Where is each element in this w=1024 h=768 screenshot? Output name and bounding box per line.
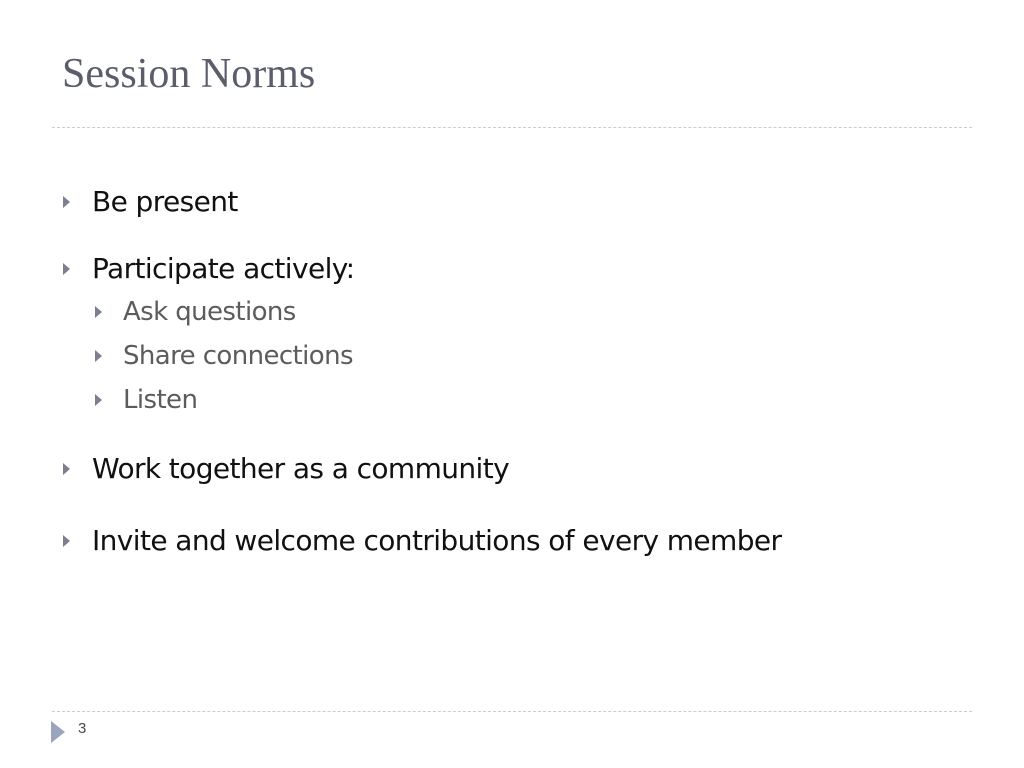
- footer-divider: [52, 711, 972, 712]
- bullet-item: [92, 251, 355, 287]
- footer-triangle-icon: [51, 721, 65, 743]
- bullet-arrow-icon: [95, 350, 102, 362]
- sub-bullet-item: [123, 384, 197, 416]
- bullet-item: [92, 451, 509, 487]
- bullet-item: [92, 184, 238, 220]
- sub-bullet-text: Ask questions: [123, 297, 296, 327]
- bullet-arrow-icon: [63, 463, 70, 475]
- sub-bullet-text: Listen: [123, 385, 198, 415]
- bullet-arrow-icon: [63, 196, 70, 208]
- sub-bullet-item: [123, 296, 296, 328]
- bullet-arrow-icon: [95, 306, 102, 318]
- title-divider: [52, 127, 972, 128]
- bullet-text: Be present: [92, 185, 238, 218]
- slide-title: Session Norms: [62, 51, 316, 97]
- page-number: 3: [78, 720, 87, 737]
- bullet-text: Participate actively:: [92, 252, 355, 285]
- bullet-item: [92, 523, 781, 559]
- bullet-arrow-icon: [95, 394, 102, 406]
- bullet-text: Invite and welcome contributions of every member: [92, 524, 782, 557]
- bullet-text: Work together as a community: [92, 452, 510, 485]
- bullet-arrow-icon: [63, 535, 70, 547]
- bullet-arrow-icon: [63, 263, 70, 275]
- sub-bullet-item: [123, 340, 353, 372]
- sub-bullet-text: Share connections: [123, 341, 353, 371]
